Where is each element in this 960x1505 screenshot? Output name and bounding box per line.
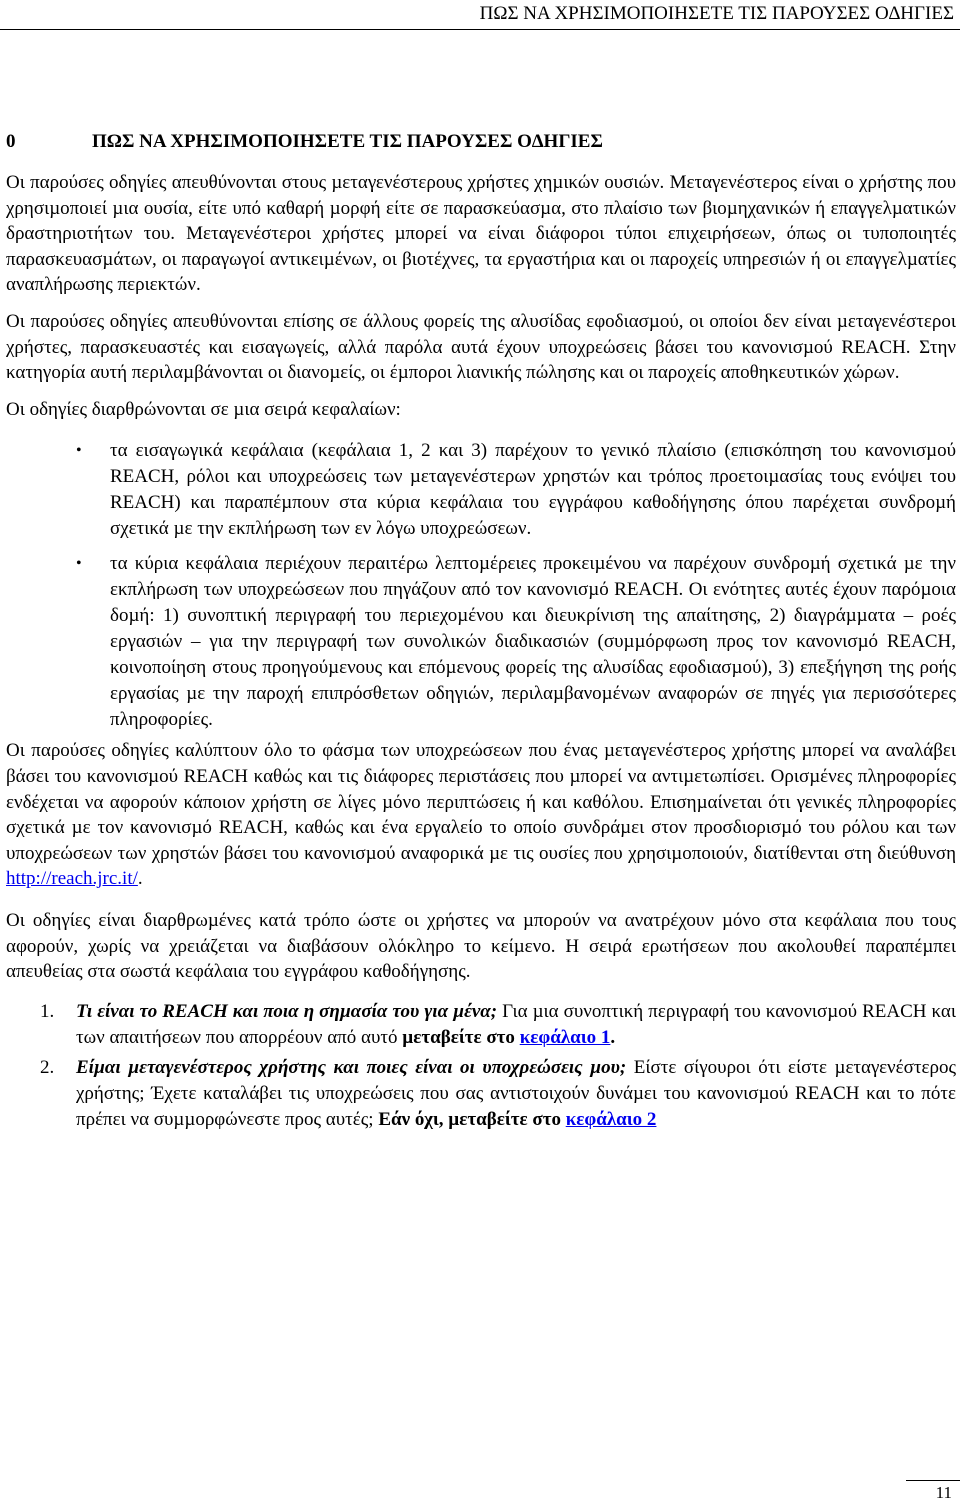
reach-url-link[interactable]: http://reach.jrc.it/ [6, 868, 138, 890]
paragraph-intro: Οι παρούσες οδηγίες απευθύνονται στους µεταγενέστερους χρήστες χηµικών ουσιών. Μεταγενέστερος είναι ο χρήστης που χρησιµοποιεί µια ουσία, είτε υπό καθαρή µορφή είτε σε παρασκεύασµα, στο πλαίσιο των βιοµηχανικών ή επαγγελµατικών δραστηριοτήτων του. Μεταγενέστεροι χρήστες µπορεί να είναι διάφοροι τύποι επιχειρήσεων, όπως οι τυποποιητές παρασκευασµάτων, οι παραγωγοί αντικειµένων, οι βιοτέχνες, τα εργαστήρια και οι παροχείς υπηρεσιών ή οι επαγγελµατίες αναπλήρωσης περιεκτών. [6, 172, 956, 296]
section-heading [6, 128, 956, 156]
list-item [6, 551, 956, 733]
coverage-text: Οι παρούσες οδηγίες καλύπτουν όλο το φάσµα των υποχρεώσεων που ένας µεταγενέστερος χρήστης µπορεί να αναλάβει βάσει του κανονισµού REACH καθώς και τις διάφορες περιστάσεις που µπορεί να αντιµετωπίσει. Ορισµένες πληροφορίες ενδέχεται να αφορούν κάποιον χρήστη σε λίγες µόνο περιπτώσεις ή και καθόλου. Επισηµαίνεται ότι γενικές πληροφορίες σχετικά µε τον κανονισµό REACH, καθώς και ένα εργαλείο το οποίο συνδράµει στον προσδιορισµό του ρόλου και των υποχρεώσεων των χρηστών βάσει του κανονισµού αναφορικά µε τις ουσίες που χρησιµοποιούν, διατίθενται στη διεύθυνση [6, 740, 956, 864]
content [6, 128, 956, 1133]
section-number: 0 [6, 131, 16, 152]
section-title: ΠΩΣ ΝΑ ΧΡΗΣΙΜΟΠΟΙΗΣΕΤΕ ΤΙΣ ΠΑΡΟΥΣΕΣ Ο∆ΗΓΙΕΣ [92, 131, 603, 152]
paragraph-coverage [6, 738, 956, 892]
question-title: Τι είναι το REACH και ποια η σηµασία του για µένα; [76, 1000, 498, 1022]
bullet-text: τα κύρια κεφάλαια περιέχουν περαιτέρω λεπτοµέρειες προκειµένου να παρέχουν συνδροµή σχετικά µε την εκπλήρωση των υποχρεώσεων που πηγάζουν από τον κανονισµό REACH. Οι ενότητες αυτές έχουν παρόµοια δοµή: 1) συνοπτική περιγραφή του περιεχοµένου και διευκρίνιση της απαίτησης, 2) διαγράµµατα – ροές εργασιών – για την περιγραφή των συνολικών διαδικασιών (συµµόρφωση προς τον κανονισµό REACH, κοινοποίηση στους προηγούµενους και επόµενους φορείς της αλυσίδας εφοδιασµού), 3) επεξήγηση της ροής εργασίας µε την παροχή επιπρόσθετων οδηγιών, περιλαµβανοµένων αναφορών σε πηγές για περισσότερες πληροφορίες. [110, 553, 956, 731]
question-item [6, 1055, 956, 1133]
question-action: Εάν όχι, µεταβείτε στο [378, 1108, 561, 1130]
question-number: 1. [40, 1000, 55, 1022]
paragraph-structure: Οι οδηγίες διαρθρώνονται σε µια σειρά κεφαλαίων: [6, 398, 401, 420]
question-list [6, 999, 956, 1133]
question-number: 2. [40, 1056, 55, 1078]
chapter-2-link[interactable]: κεφάλαιο 2 [565, 1108, 657, 1130]
question-title: Είµαι µεταγενέστερος χρήστης και ποιες είναι οι υποχρεώσεις µου; [76, 1056, 627, 1078]
bullet-text: τα εισαγωγικά κεφάλαια (κεφάλαια 1, 2 και 3) παρέχουν το γενικό πλαίσιο (επισκόπηση του κανονισµού REACH, ρόλοι και υποχρεώσεις των µεταγενέστερων χρηστών και τρόπος προετοιµασίας τους ενόψει του REACH) και παραπέµπουν στα κύρια κεφάλαια του εγγράφου καθοδήγησης όπου παρέχεται συνδροµή σχετικά µε την εκπλήρωση των εν λόγω υποχρεώσεων. [110, 440, 956, 540]
running-header: ΠΩΣ ΝΑ ΧΡΗΣΙΜΟΠΟΙΗΣΕΤΕ ΤΙΣ ΠΑΡΟΥΣΕΣ Ο∆ΗΓΙΕΣ [479, 3, 954, 24]
question-text: Είστε σίγουροι ότι είστε µεταγενέστερος χρήστης; Έχετε καταλάβει τις υποχρεώσεις που σας αντιστοιχούν δυνάµει του κανονισµού REACH και το πότε πρέπει να συµµορφώνεστε προς αυτές; [76, 1056, 956, 1130]
coverage-end: . [137, 868, 143, 890]
page-number: 11 [935, 1483, 952, 1502]
question-text: Για µια συνοπτική περιγραφή του κανονισµού REACH και των απαιτήσεων που απορρέουν από αυτό [76, 1000, 956, 1048]
list-item [6, 438, 956, 542]
paragraph-navigation: Οι οδηγίες είναι διαρθρωµένες κατά τρόπο ώστε οι χρήστες να µπορούν να ανατρέχουν µόνο στα κεφάλαια που τους αφορούν, χωρίς να χρειάζεται να διαβάσουν ολόκληρο το κείµενο. Η σειρά ερωτήσεων που ακολουθεί παραπέµπει απευθείας στα σωστά κεφάλαια του εγγράφου καθοδήγησης. [6, 909, 956, 983]
question-item: 1. Τι είναι το REACH και ποια η σηµασία του για µένα; Για µια συνοπτική περιγραφή του κανονισµού REACH και των απαιτήσεων που απορρέουν από αυτό µεταβείτε στο κεφάλαιο 1. [40, 1000, 956, 1048]
header-rule [0, 29, 960, 30]
question-action: µεταβείτε στο [402, 1026, 515, 1048]
paragraph-other-actors: Οι παρούσες οδηγίες απευθύνονται επίσης σε άλλους φορείς της αλυσίδας εφοδιασµού, οι οποίοι δεν είναι µεταγενέστεροι χρήστες, παρασκευαστές και εισαγωγείς, αλλά παρόλα αυτά έχουν υποχρεώσεις βάσει του κανονισµού REACH. Στην κατηγορία αυτή περιλαµβάνονται οι διανοµείς, οι έµποροι λιανικής πώλησης και οι παροχείς αποθηκευτικών χώρων. [6, 310, 956, 384]
bullet-icon: • [76, 442, 82, 460]
chapter-1-link[interactable]: κεφάλαιο 1 [519, 1026, 611, 1048]
bullet-icon: • [76, 555, 82, 573]
chapter-bullet-list [6, 438, 956, 733]
